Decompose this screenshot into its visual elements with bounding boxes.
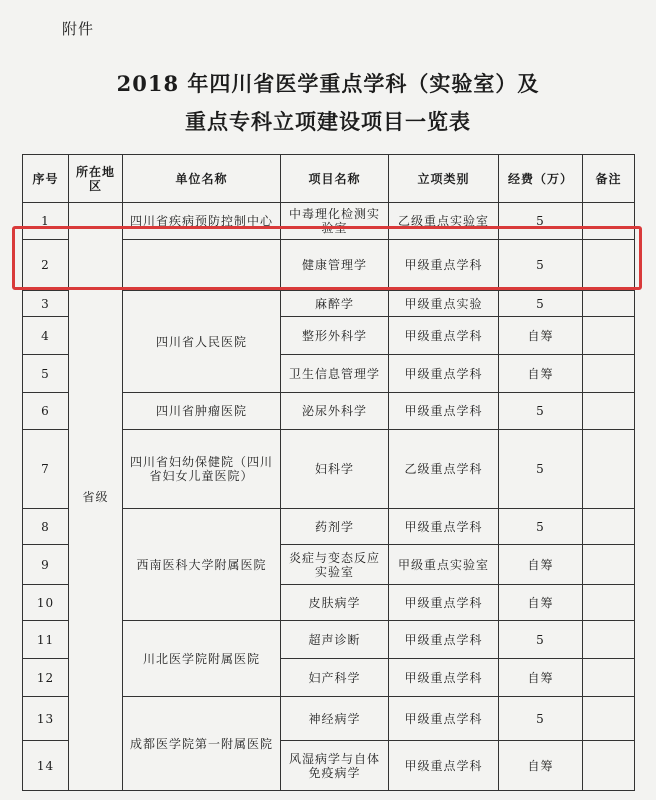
remark-cell bbox=[583, 585, 635, 621]
category-cell: 乙级重点学科 bbox=[389, 430, 499, 509]
funding-cell: 自筹 bbox=[499, 317, 583, 355]
project-cell: 妇产科学 bbox=[281, 659, 389, 697]
category-cell: 甲级重点学科 bbox=[389, 317, 499, 355]
seq-cell: 7 bbox=[23, 430, 69, 509]
category-cell: 甲级重点实验 bbox=[389, 291, 499, 317]
category-cell: 甲级重点学科 bbox=[389, 509, 499, 545]
header-project: 项目名称 bbox=[281, 155, 389, 203]
seq-cell: 6 bbox=[23, 393, 69, 430]
seq-cell: 2 bbox=[23, 240, 69, 291]
remark-cell bbox=[583, 621, 635, 659]
unit-cell: 四川省妇幼保健院（四川省妇女儿童医院） bbox=[123, 430, 281, 509]
project-cell: 健康管理学 bbox=[281, 240, 389, 291]
project-cell: 麻醉学 bbox=[281, 291, 389, 317]
seq-cell: 13 bbox=[23, 697, 69, 741]
funding-cell: 5 bbox=[499, 291, 583, 317]
project-cell: 卫生信息管理学 bbox=[281, 355, 389, 393]
unit-cell: 四川省人民医院 bbox=[123, 291, 281, 393]
unit-cell: 四川省疾病预防控制中心 bbox=[123, 203, 281, 240]
seq-cell: 14 bbox=[23, 741, 69, 791]
remark-cell bbox=[583, 355, 635, 393]
remark-cell bbox=[583, 509, 635, 545]
funding-cell: 5 bbox=[499, 509, 583, 545]
attachment-label: 附件 bbox=[62, 20, 95, 38]
unit-cell-empty bbox=[123, 240, 281, 291]
funding-cell: 自筹 bbox=[499, 741, 583, 791]
category-cell: 乙级重点实验室 bbox=[389, 203, 499, 240]
page-title-line-1: 2018 年四川省医学重点学科（实验室）及 bbox=[116, 71, 540, 96]
remark-cell bbox=[583, 203, 635, 240]
header-remark: 备注 bbox=[583, 155, 635, 203]
category-cell: 甲级重点学科 bbox=[389, 585, 499, 621]
funding-cell: 自筹 bbox=[499, 355, 583, 393]
unit-cell: 四川省肿瘤医院 bbox=[123, 393, 281, 430]
project-cell: 皮肤病学 bbox=[281, 585, 389, 621]
seq-cell: 8 bbox=[23, 509, 69, 545]
remark-cell bbox=[583, 659, 635, 697]
project-cell: 妇科学 bbox=[281, 430, 389, 509]
header-region: 所在地区 bbox=[69, 155, 123, 203]
category-cell: 甲级重点学科 bbox=[389, 240, 499, 291]
project-cell: 中毒理化检测实验室 bbox=[281, 203, 389, 240]
remark-cell bbox=[583, 545, 635, 585]
seq-cell: 11 bbox=[23, 621, 69, 659]
remark-cell bbox=[583, 430, 635, 509]
project-cell: 整形外科学 bbox=[281, 317, 389, 355]
funding-cell: 5 bbox=[499, 393, 583, 430]
category-cell: 甲级重点学科 bbox=[389, 697, 499, 741]
header-unit: 单位名称 bbox=[123, 155, 281, 203]
header-seq: 序号 bbox=[23, 155, 69, 203]
unit-cell: 西南医科大学附属医院 bbox=[123, 509, 281, 621]
remark-cell bbox=[583, 291, 635, 317]
project-cell: 风湿病学与自体免疫病学 bbox=[281, 741, 389, 791]
funding-cell: 5 bbox=[499, 621, 583, 659]
remark-cell bbox=[583, 317, 635, 355]
remark-cell bbox=[583, 697, 635, 741]
unit-cell: 成都医学院第一附属医院 bbox=[123, 697, 281, 791]
seq-cell: 4 bbox=[23, 317, 69, 355]
category-cell: 甲级重点实验室 bbox=[389, 545, 499, 585]
project-table bbox=[22, 154, 635, 791]
seq-cell: 1 bbox=[23, 203, 69, 240]
funding-cell: 5 bbox=[499, 203, 583, 240]
unit-cell: 川北医学院附属医院 bbox=[123, 621, 281, 697]
funding-cell: 自筹 bbox=[499, 585, 583, 621]
funding-cell: 5 bbox=[499, 430, 583, 509]
category-cell: 甲级重点学科 bbox=[389, 355, 499, 393]
project-cell: 药剂学 bbox=[281, 509, 389, 545]
remark-cell bbox=[583, 393, 635, 430]
page-title-line-2: 重点专科立项建设项目一览表 bbox=[185, 109, 471, 134]
project-cell: 神经病学 bbox=[281, 697, 389, 741]
header-category: 立项类别 bbox=[389, 155, 499, 203]
funding-cell: 5 bbox=[499, 697, 583, 741]
funding-cell: 自筹 bbox=[499, 659, 583, 697]
remark-cell bbox=[583, 240, 635, 291]
remark-cell bbox=[583, 741, 635, 791]
seq-cell: 12 bbox=[23, 659, 69, 697]
region-cell: 省级 bbox=[69, 203, 123, 791]
category-cell: 甲级重点学科 bbox=[389, 659, 499, 697]
project-cell: 炎症与变态反应实验室 bbox=[281, 545, 389, 585]
project-cell: 超声诊断 bbox=[281, 621, 389, 659]
funding-cell: 自筹 bbox=[499, 545, 583, 585]
category-cell: 甲级重点学科 bbox=[389, 741, 499, 791]
seq-cell: 3 bbox=[23, 291, 69, 317]
seq-cell: 9 bbox=[23, 545, 69, 585]
header-funding: 经费（万） bbox=[499, 155, 583, 203]
project-cell: 泌尿外科学 bbox=[281, 393, 389, 430]
funding-cell: 5 bbox=[499, 240, 583, 291]
table-header-row bbox=[23, 155, 635, 203]
category-cell: 甲级重点学科 bbox=[389, 393, 499, 430]
seq-cell: 5 bbox=[23, 355, 69, 393]
category-cell: 甲级重点学科 bbox=[389, 621, 499, 659]
seq-cell: 10 bbox=[23, 585, 69, 621]
table-row bbox=[23, 203, 635, 240]
